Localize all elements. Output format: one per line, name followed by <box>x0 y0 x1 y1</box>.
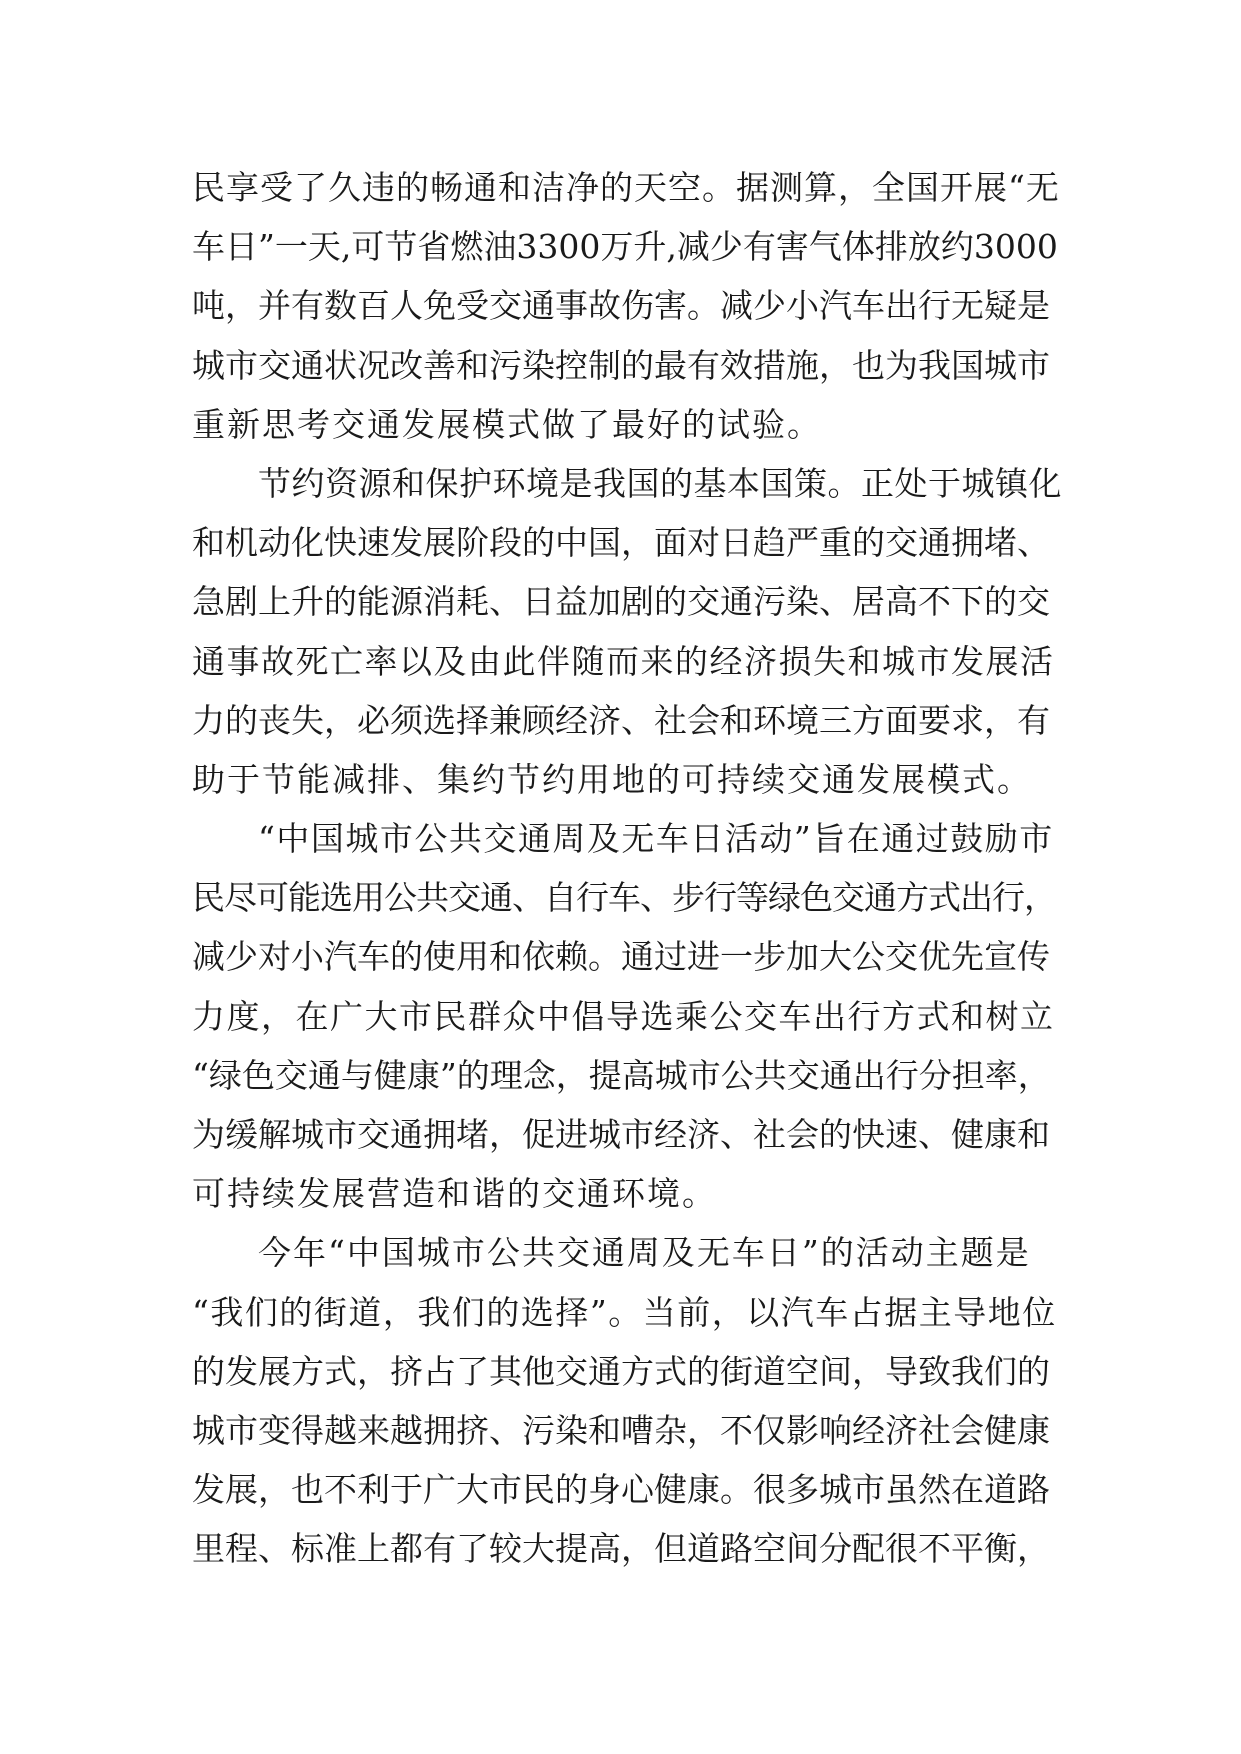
text-line: 通事故死亡率以及由此伴随而来的经济损失和城市发展活 <box>192 641 1055 681</box>
text-line: 吨，并有数百人免受交通事故伤害。减少小汽车出行无疑是 <box>192 286 1050 326</box>
text-line: 和机动化快速发展阶段的中国，面对日趋严重的交通拥堵、 <box>192 523 1050 563</box>
text-line: 民享受了久违的畅通和洁净的天空。据测算，全国开展“无 <box>192 168 1060 207</box>
text-line: 助于节能减排、集约节约用地的可持续交通发展模式。 <box>192 759 1032 799</box>
text-line: 力的丧失，必须选择兼顾经济、社会和环境三方面要求，有 <box>192 700 1050 740</box>
text-line: 民尽可能选用公共交通、自行车、步行等绿色交通方式出行， <box>192 878 1056 918</box>
text-line: “我们的街道，我们的选择”。当前，以汽车占据主导地位 <box>192 1292 1057 1332</box>
text-line: 今年“中国城市公共交通周及无车日”的活动主题是 <box>258 1233 1031 1273</box>
text-line: 重新思考交通发展模式做了最好的试验。 <box>192 404 822 444</box>
body-text <box>192 158 1062 1579</box>
text-line: 力度，在广大市民群众中倡导选乘公交车出行方式和树立 <box>192 996 1055 1036</box>
text-line: 节约资源和保护环境是我国的基本国策。正处于城镇化 <box>258 463 1062 503</box>
text-line: 为缓解城市交通拥堵，促进城市经济、社会的快速、健康和 <box>192 1115 1050 1154</box>
text-line: 的发展方式，挤占了其他交通方式的街道空间，导致我们的 <box>192 1351 1050 1391</box>
text-line: 急剧上升的能源消耗、日益加剧的交通污染、居高不下的交 <box>192 582 1050 622</box>
text-line: 城市变得越来越拥挤、污染和嘈杂，不仅影响经济社会健康 <box>192 1410 1050 1450</box>
text-line: 发展，也不利于广大市民的身心健康。很多城市虽然在道路 <box>192 1470 1050 1510</box>
text-line: 减少对小汽车的使用和依赖。通过进一步加大公交优先宣传 <box>192 937 1050 977</box>
text-line: “中国城市公共交通周及无车日活动”旨在通过鼓励市 <box>258 819 1054 859</box>
text-line: 里程、标准上都有了较大提高，但道路空间分配很不平衡， <box>192 1529 1050 1569</box>
text-line: 车日”一天,可节省燃油3300万升,减少有害气体排放约3000 <box>192 227 1058 267</box>
text-line: 城市交通状况改善和污染控制的最有效措施，也为我国城市 <box>192 345 1050 385</box>
text-line: “绿色交通与健康”的理念，提高城市公共交通出行分担率， <box>192 1055 1051 1095</box>
text-line: 可持续发展营造和谐的交通环境。 <box>192 1174 717 1214</box>
